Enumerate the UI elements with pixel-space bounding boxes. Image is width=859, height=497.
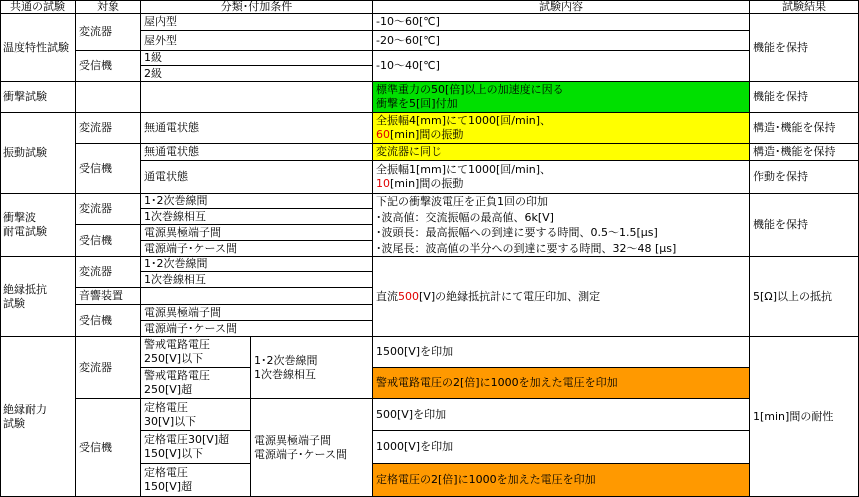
- shock-class-empty: [141, 82, 373, 113]
- ws-conv-v2-line2: 250[V]超: [144, 383, 193, 396]
- header-classification: 分類･付加条件: [141, 0, 373, 14]
- header-test-type: 共通の試験: [0, 0, 76, 14]
- imp-content-line2: ･波高値：交流振幅の最高値、6k[V]: [376, 210, 554, 224]
- temp-range-receiver: -10～40[℃]: [373, 51, 750, 82]
- insres-recv-cond1: 電源異極端子間: [141, 305, 373, 321]
- ws-content-conv2: 警戒電路電圧の2[倍]に1000を加えた電圧を印加: [373, 368, 750, 399]
- temperature-test-label: 温度特性試験: [3, 40, 69, 54]
- ws-recv-where: [251, 399, 373, 497]
- ws-recv-v3-line2: 150[V]超: [144, 480, 193, 493]
- header-result: 試験結果: [750, 0, 859, 14]
- vib-converter-content: [373, 113, 750, 144]
- ws-recv-v3: [141, 464, 251, 497]
- imp-conv-cond2: 1次巻線相互: [141, 209, 373, 225]
- header-target: 対象: [76, 0, 141, 14]
- vib-recv1-result: 構造･機能を保持: [750, 144, 859, 161]
- vib-converter: 変流器: [76, 113, 141, 144]
- ws-recv-v3-line1: 定格電圧: [144, 466, 188, 479]
- insres-test-name: [0, 257, 76, 337]
- imp-recv-cond1: 電源異極端子間: [141, 225, 373, 241]
- insres-name-line1: 絶縁抵抗: [3, 282, 47, 296]
- withstand-test-name: [0, 337, 76, 497]
- ws-recv-where-line1: 電源異極端子間: [254, 433, 331, 447]
- vib-receiver-cond2: 通電状態: [141, 161, 373, 194]
- vib-receiver-content2: [373, 161, 750, 194]
- insres-conv-cond1: 1･2次巻線間: [141, 257, 373, 272]
- vib-conv-minutes: 60: [376, 128, 390, 141]
- temp-indoor: 屋内型: [141, 14, 373, 31]
- ws-recv-v1-line2: 30[V]以下: [144, 414, 197, 428]
- ws-recv-v2-line1: 定格電圧30[V]超: [144, 433, 230, 446]
- temp-result: 機能を保持: [750, 14, 859, 82]
- temp-class2: 2級: [141, 66, 373, 82]
- shock-content: [373, 82, 750, 113]
- ws-content-recv1: 500[V]を印加: [373, 399, 750, 431]
- ws-conv-where-line1: 1･2次巻線間: [254, 353, 318, 367]
- insres-content: [373, 257, 750, 337]
- ws-content-recv3: 定格電圧の2[倍]に1000を加えた電圧を印加: [373, 464, 750, 497]
- temp-receiver: 受信機: [76, 51, 141, 82]
- insres-bell-cond-empty: [141, 288, 373, 305]
- imp-content-line3: ･波頭長：最高振幅への到達に要する時間、0.5～1.5[μs]: [376, 226, 658, 239]
- insres-content-post: [V]の絶縁抵抗計にて電圧印加、測定: [419, 289, 601, 303]
- vib-conv-line1: 全振幅4[mm]にて1000[回/min]、: [376, 114, 552, 127]
- withstand-name-line2: 試験: [3, 416, 25, 430]
- insres-bell: 音響装置: [76, 288, 141, 305]
- insres-recv-cond2: 電源端子･ケース間: [141, 321, 373, 337]
- imp-content: [373, 194, 750, 257]
- ws-conv-v2-line1: 警戒電路電圧: [144, 369, 210, 382]
- temp-converter: 変流器: [76, 14, 141, 51]
- vib-recv2-result: 作動を保持: [750, 161, 859, 194]
- insres-converter: 変流器: [76, 257, 141, 288]
- vib-recv2-line2: [376, 177, 463, 191]
- imp-conv-cond1: 1･2次巻線間: [141, 194, 373, 209]
- imp-result: 機能を保持: [750, 194, 859, 257]
- ws-conv-v1-line1: 警戒電路電圧: [144, 338, 210, 351]
- impulse-name-line1: 衝撃波: [3, 211, 36, 224]
- vib-recv2-line2-rest: [min]間の振動: [390, 177, 464, 190]
- imp-content-line4: ･波尾長：波高値の半分への到達に要する時間、32～48 [μs]: [376, 241, 677, 255]
- vib-receiver-cond1: 無通電状態: [141, 144, 373, 161]
- insres-content-voltage: 500: [398, 289, 419, 303]
- withstand-name-line1: 絶縁耐力: [3, 402, 47, 416]
- temp-range-outdoor: -20～60[℃]: [373, 31, 750, 51]
- ws-conv-v2: [141, 368, 251, 399]
- imp-content-line1: 下記の衝撃波電圧を正負1回の印加: [376, 195, 548, 208]
- vib-conv-line2: [376, 128, 463, 142]
- vib-converter-cond: 無通電状態: [141, 113, 373, 144]
- insres-result: 5[Ω]以上の抵抗: [750, 257, 859, 337]
- shock-target-empty: [76, 82, 141, 113]
- shock-content-line1: 標準重力の50[倍]以上の加速度に因る: [376, 83, 564, 96]
- vib-receiver-content1: 変流器に同じ: [373, 144, 750, 161]
- header-content: 試験内容: [373, 0, 750, 14]
- ws-recv-v1: [141, 399, 251, 431]
- vib-recv2-minutes: 10: [376, 177, 390, 190]
- shock-content-line2: 衝撃を5[回]付加: [376, 97, 458, 110]
- vib-conv-line2-rest: [min]間の振動: [390, 128, 464, 141]
- ws-recv-v2: [141, 431, 251, 464]
- ws-receiver: 受信機: [76, 399, 141, 497]
- imp-receiver: 受信機: [76, 225, 141, 257]
- ws-converter: 変流器: [76, 337, 141, 399]
- ws-conv-v1-line2: 250[V]以下: [144, 352, 204, 365]
- temp-outdoor: 屋外型: [141, 31, 373, 51]
- shock-test-name: 衝撃試験: [0, 82, 76, 113]
- imp-recv-cond2: 電源端子･ケース間: [141, 241, 373, 257]
- impulse-name-line2: 耐電試験: [3, 225, 47, 238]
- ws-content-recv2: 1000[V]を印加: [373, 431, 750, 464]
- ws-content-conv1: 1500[V]を印加: [373, 337, 750, 368]
- ws-conv-v1: [141, 337, 251, 368]
- ws-conv-where: [251, 337, 373, 399]
- ws-conv-where-line2: 1次巻線相互: [254, 367, 316, 381]
- impulse-test-name: [0, 194, 76, 257]
- insres-name-line2: 試験: [3, 296, 25, 310]
- insres-conv-cond2: 1次巻線相互: [141, 272, 373, 288]
- vibration-test-name: 振動試験: [0, 113, 76, 194]
- insres-content-pre: 直流: [376, 289, 398, 303]
- ws-recv-v1-line1: 定格電圧: [144, 400, 188, 414]
- vib-conv-result: 構造･機能を保持: [750, 113, 859, 144]
- imp-converter: 変流器: [76, 194, 141, 225]
- ws-recv-v2-line2: 150[V]以下: [144, 447, 204, 460]
- ws-result: 1[min]間の耐性: [750, 337, 859, 497]
- vib-recv2-line1: 全振幅1[mm]にて1000[回/min]、: [376, 163, 552, 176]
- shock-result: 機能を保持: [750, 82, 859, 113]
- vib-receiver: 受信機: [76, 144, 141, 194]
- temp-range-indoor: -10～60[℃]: [373, 14, 750, 31]
- temperature-test-name: [0, 14, 76, 82]
- temp-class1: 1級: [141, 51, 373, 66]
- ws-recv-where-line2: 電源端子･ケース間: [254, 447, 347, 461]
- insres-receiver: 受信機: [76, 305, 141, 337]
